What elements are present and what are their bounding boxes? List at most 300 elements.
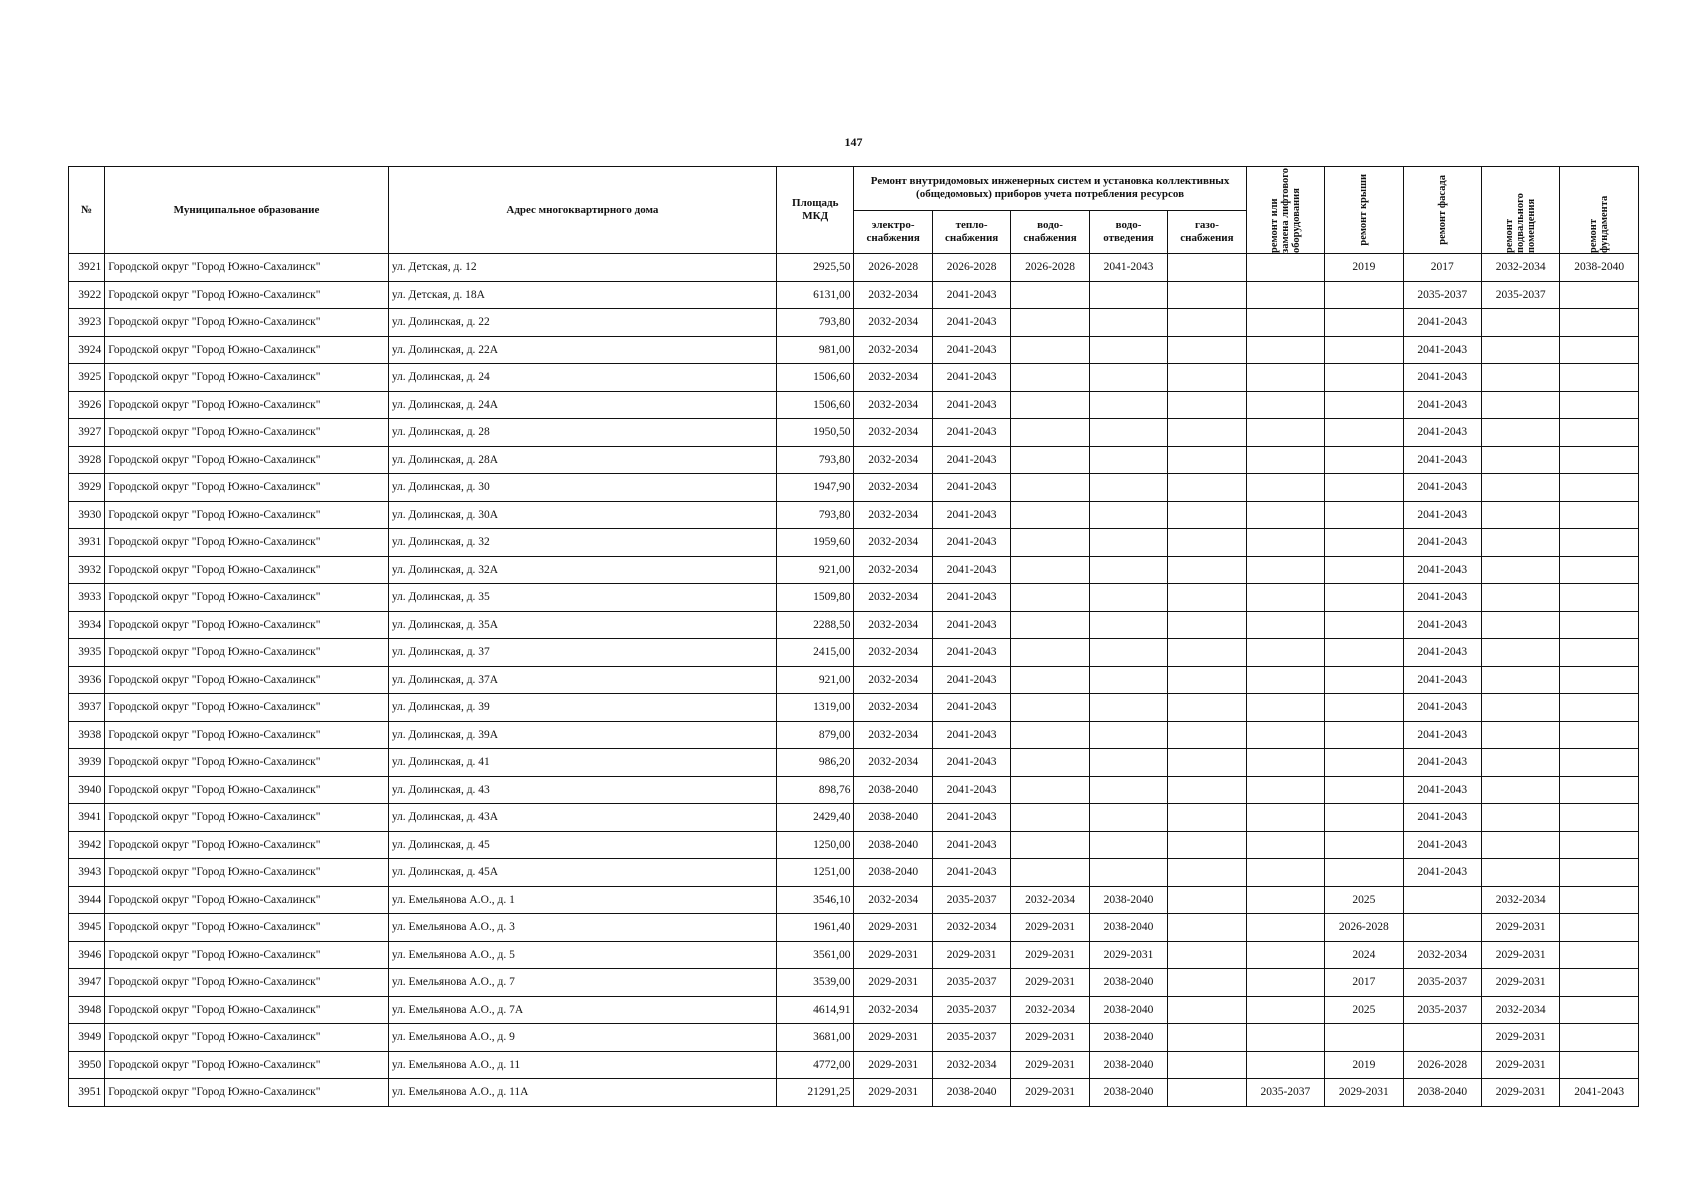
cell-facade xyxy=(1403,886,1481,914)
cell-area: 2288,50 xyxy=(777,611,854,639)
cell-address: ул. Долинская, д. 43А xyxy=(388,804,776,832)
cell-facade: 2041-2043 xyxy=(1403,639,1481,667)
cell-sewerage xyxy=(1089,694,1167,722)
cell-address: ул. Долинская, д. 24А xyxy=(388,391,776,419)
cell-electricity: 2032-2034 xyxy=(854,501,932,529)
cell-area: 1250,00 xyxy=(777,831,854,859)
cell-municipality: Городской округ "Город Южно-Сахалинск" xyxy=(105,419,389,447)
cell-sewerage: 2041-2043 xyxy=(1089,254,1167,282)
cell-number: 3949 xyxy=(69,1024,105,1052)
cell-elevator xyxy=(1246,749,1324,777)
cell-foundation xyxy=(1560,529,1639,557)
cell-sewerage xyxy=(1089,446,1167,474)
header-foundation: ремонт фундамента xyxy=(1560,167,1639,254)
cell-gas xyxy=(1168,1079,1246,1107)
cell-area: 1506,60 xyxy=(777,364,854,392)
cell-address: ул. Долинская, д. 45А xyxy=(388,859,776,887)
cell-area: 21291,25 xyxy=(777,1079,854,1107)
cell-area: 1509,80 xyxy=(777,584,854,612)
cell-foundation xyxy=(1560,831,1639,859)
cell-heat: 2026-2028 xyxy=(932,254,1010,282)
cell-electricity: 2032-2034 xyxy=(854,639,932,667)
cell-basement xyxy=(1481,474,1559,502)
header-address: Адрес многоквартирного дома xyxy=(388,167,776,254)
cell-number: 3947 xyxy=(69,969,105,997)
cell-roof: 2026-2028 xyxy=(1325,914,1403,942)
cell-foundation xyxy=(1560,584,1639,612)
cell-roof xyxy=(1325,859,1403,887)
cell-address: ул. Емельянова А.О., д. 5 xyxy=(388,941,776,969)
cell-foundation xyxy=(1560,364,1639,392)
header-water-supply: водо-снабжения xyxy=(1011,210,1089,254)
cell-municipality: Городской округ "Город Южно-Сахалинск" xyxy=(105,666,389,694)
cell-elevator xyxy=(1246,309,1324,337)
cell-number: 3937 xyxy=(69,694,105,722)
header-heat: тепло-снабжения xyxy=(932,210,1010,254)
cell-number: 3926 xyxy=(69,391,105,419)
cell-basement xyxy=(1481,831,1559,859)
table-row xyxy=(69,1024,1639,1052)
cell-municipality: Городской округ "Город Южно-Сахалинск" xyxy=(105,501,389,529)
cell-facade xyxy=(1403,1024,1481,1052)
cell-area: 2415,00 xyxy=(777,639,854,667)
cell-gas xyxy=(1168,419,1246,447)
cell-number: 3923 xyxy=(69,309,105,337)
cell-heat: 2041-2043 xyxy=(932,584,1010,612)
header-facade: ремонт фасада xyxy=(1403,167,1481,254)
cell-number: 3938 xyxy=(69,721,105,749)
header-basement: ремонт подвального помещения xyxy=(1481,167,1559,254)
cell-area: 1251,00 xyxy=(777,859,854,887)
cell-basement xyxy=(1481,694,1559,722)
cell-water-supply xyxy=(1011,749,1089,777)
cell-address: ул. Долинская, д. 39А xyxy=(388,721,776,749)
cell-heat: 2041-2043 xyxy=(932,309,1010,337)
cell-sewerage: 2038-2040 xyxy=(1089,1079,1167,1107)
cell-municipality: Городской округ "Город Южно-Сахалинск" xyxy=(105,941,389,969)
cell-number: 3922 xyxy=(69,281,105,309)
cell-heat: 2041-2043 xyxy=(932,831,1010,859)
cell-elevator xyxy=(1246,281,1324,309)
cell-roof xyxy=(1325,611,1403,639)
cell-electricity: 2032-2034 xyxy=(854,556,932,584)
cell-municipality: Городской округ "Город Южно-Сахалинск" xyxy=(105,804,389,832)
cell-address: ул. Долинская, д. 39 xyxy=(388,694,776,722)
cell-electricity: 2029-2031 xyxy=(854,969,932,997)
cell-gas xyxy=(1168,941,1246,969)
cell-electricity: 2038-2040 xyxy=(854,831,932,859)
cell-water-supply xyxy=(1011,446,1089,474)
cell-number: 3935 xyxy=(69,639,105,667)
cell-gas xyxy=(1168,391,1246,419)
cell-gas xyxy=(1168,611,1246,639)
cell-elevator xyxy=(1246,529,1324,557)
cell-basement: 2032-2034 xyxy=(1481,886,1559,914)
cell-address: ул. Долинская, д. 28 xyxy=(388,419,776,447)
cell-facade: 2041-2043 xyxy=(1403,391,1481,419)
cell-basement xyxy=(1481,446,1559,474)
cell-number: 3951 xyxy=(69,1079,105,1107)
cell-area: 4772,00 xyxy=(777,1051,854,1079)
cell-facade xyxy=(1403,914,1481,942)
cell-elevator xyxy=(1246,859,1324,887)
cell-municipality: Городской округ "Город Южно-Сахалинск" xyxy=(105,694,389,722)
cell-gas xyxy=(1168,474,1246,502)
cell-heat: 2041-2043 xyxy=(932,501,1010,529)
cell-foundation xyxy=(1560,391,1639,419)
cell-gas xyxy=(1168,364,1246,392)
table-row xyxy=(69,281,1639,309)
cell-gas xyxy=(1168,749,1246,777)
cell-number: 3940 xyxy=(69,776,105,804)
cell-electricity: 2029-2031 xyxy=(854,1051,932,1079)
cell-roof xyxy=(1325,1024,1403,1052)
cell-number: 3932 xyxy=(69,556,105,584)
cell-water-supply xyxy=(1011,639,1089,667)
cell-facade: 2041-2043 xyxy=(1403,584,1481,612)
cell-heat: 2035-2037 xyxy=(932,969,1010,997)
cell-foundation xyxy=(1560,309,1639,337)
cell-basement xyxy=(1481,419,1559,447)
cell-roof xyxy=(1325,749,1403,777)
cell-foundation: 2038-2040 xyxy=(1560,254,1639,282)
cell-gas xyxy=(1168,446,1246,474)
cell-basement: 2029-2031 xyxy=(1481,1079,1559,1107)
cell-gas xyxy=(1168,804,1246,832)
cell-basement: 2029-2031 xyxy=(1481,1024,1559,1052)
cell-electricity: 2026-2028 xyxy=(854,254,932,282)
cell-heat: 2041-2043 xyxy=(932,694,1010,722)
cell-electricity: 2032-2034 xyxy=(854,749,932,777)
cell-sewerage xyxy=(1089,666,1167,694)
cell-elevator xyxy=(1246,776,1324,804)
cell-foundation xyxy=(1560,941,1639,969)
cell-gas xyxy=(1168,776,1246,804)
cell-number: 3921 xyxy=(69,254,105,282)
cell-facade: 2041-2043 xyxy=(1403,501,1481,529)
cell-roof xyxy=(1325,584,1403,612)
cell-roof xyxy=(1325,804,1403,832)
cell-gas xyxy=(1168,831,1246,859)
cell-roof: 2017 xyxy=(1325,969,1403,997)
cell-elevator xyxy=(1246,364,1324,392)
cell-address: ул. Долинская, д. 28А xyxy=(388,446,776,474)
cell-heat: 2035-2037 xyxy=(932,886,1010,914)
cell-area: 986,20 xyxy=(777,749,854,777)
cell-facade: 2041-2043 xyxy=(1403,474,1481,502)
cell-gas xyxy=(1168,666,1246,694)
header-sewerage: водо-отведения xyxy=(1089,210,1167,254)
cell-heat: 2032-2034 xyxy=(932,914,1010,942)
cell-elevator xyxy=(1246,721,1324,749)
table-row xyxy=(69,694,1639,722)
cell-area: 3681,00 xyxy=(777,1024,854,1052)
cell-sewerage xyxy=(1089,639,1167,667)
cell-number: 3929 xyxy=(69,474,105,502)
cell-address: ул. Емельянова А.О., д. 3 xyxy=(388,914,776,942)
cell-municipality: Городской округ "Город Южно-Сахалинск" xyxy=(105,886,389,914)
cell-facade: 2041-2043 xyxy=(1403,309,1481,337)
cell-number: 3944 xyxy=(69,886,105,914)
cell-number: 3948 xyxy=(69,996,105,1024)
table-row xyxy=(69,639,1639,667)
cell-elevator xyxy=(1246,886,1324,914)
cell-electricity: 2032-2034 xyxy=(854,996,932,1024)
cell-facade: 2038-2040 xyxy=(1403,1079,1481,1107)
cell-water-supply xyxy=(1011,859,1089,887)
cell-sewerage xyxy=(1089,419,1167,447)
cell-elevator xyxy=(1246,666,1324,694)
cell-municipality: Городской округ "Город Южно-Сахалинск" xyxy=(105,529,389,557)
cell-roof xyxy=(1325,666,1403,694)
cell-gas xyxy=(1168,281,1246,309)
table-row xyxy=(69,364,1639,392)
cell-elevator xyxy=(1246,446,1324,474)
cell-foundation xyxy=(1560,969,1639,997)
cell-address: ул. Долинская, д. 32А xyxy=(388,556,776,584)
table-row xyxy=(69,969,1639,997)
cell-basement xyxy=(1481,666,1559,694)
cell-foundation xyxy=(1560,281,1639,309)
cell-elevator xyxy=(1246,611,1324,639)
cell-water-supply: 2029-2031 xyxy=(1011,1079,1089,1107)
cell-area: 6131,00 xyxy=(777,281,854,309)
cell-roof xyxy=(1325,721,1403,749)
cell-number: 3927 xyxy=(69,419,105,447)
cell-municipality: Городской округ "Город Южно-Сахалинск" xyxy=(105,391,389,419)
cell-number: 3942 xyxy=(69,831,105,859)
cell-roof xyxy=(1325,309,1403,337)
cell-facade: 2041-2043 xyxy=(1403,556,1481,584)
cell-gas xyxy=(1168,336,1246,364)
cell-address: ул. Долинская, д. 45 xyxy=(388,831,776,859)
cell-number: 3928 xyxy=(69,446,105,474)
cell-sewerage: 2038-2040 xyxy=(1089,996,1167,1024)
cell-gas xyxy=(1168,969,1246,997)
cell-number: 3946 xyxy=(69,941,105,969)
cell-heat: 2038-2040 xyxy=(932,1079,1010,1107)
cell-roof xyxy=(1325,474,1403,502)
table-row xyxy=(69,309,1639,337)
cell-sewerage xyxy=(1089,721,1167,749)
cell-basement xyxy=(1481,501,1559,529)
cell-area: 898,76 xyxy=(777,776,854,804)
cell-municipality: Городской округ "Город Южно-Сахалинск" xyxy=(105,309,389,337)
header-area: Площадь МКД xyxy=(777,167,854,254)
cell-area: 4614,91 xyxy=(777,996,854,1024)
cell-water-supply: 2029-2031 xyxy=(1011,1024,1089,1052)
cell-municipality: Городской округ "Город Южно-Сахалинск" xyxy=(105,446,389,474)
cell-elevator xyxy=(1246,969,1324,997)
table-row xyxy=(69,914,1639,942)
cell-elevator xyxy=(1246,336,1324,364)
table-row xyxy=(69,336,1639,364)
cell-water-supply xyxy=(1011,529,1089,557)
table-row xyxy=(69,1079,1639,1107)
cell-sewerage: 2038-2040 xyxy=(1089,1051,1167,1079)
cell-area: 1959,60 xyxy=(777,529,854,557)
cell-water-supply xyxy=(1011,281,1089,309)
table-row xyxy=(69,556,1639,584)
cell-basement: 2029-2031 xyxy=(1481,941,1559,969)
cell-facade: 2041-2043 xyxy=(1403,419,1481,447)
cell-foundation xyxy=(1560,749,1639,777)
cell-electricity: 2032-2034 xyxy=(854,281,932,309)
cell-gas xyxy=(1168,1051,1246,1079)
cell-foundation xyxy=(1560,804,1639,832)
cell-roof xyxy=(1325,281,1403,309)
cell-water-supply: 2029-2031 xyxy=(1011,969,1089,997)
page-number: 147 xyxy=(844,135,863,149)
cell-number: 3934 xyxy=(69,611,105,639)
cell-foundation xyxy=(1560,336,1639,364)
cell-sewerage xyxy=(1089,776,1167,804)
cell-elevator xyxy=(1246,694,1324,722)
table-row xyxy=(69,666,1639,694)
cell-electricity: 2032-2034 xyxy=(854,721,932,749)
cell-elevator xyxy=(1246,584,1324,612)
cell-foundation xyxy=(1560,501,1639,529)
cell-electricity: 2038-2040 xyxy=(854,776,932,804)
cell-water-supply xyxy=(1011,309,1089,337)
cell-electricity: 2038-2040 xyxy=(854,804,932,832)
cell-basement: 2029-2031 xyxy=(1481,914,1559,942)
cell-municipality: Городской округ "Город Южно-Сахалинск" xyxy=(105,364,389,392)
cell-address: ул. Детская, д. 12 xyxy=(388,254,776,282)
cell-municipality: Городской округ "Город Южно-Сахалинск" xyxy=(105,556,389,584)
cell-number: 3939 xyxy=(69,749,105,777)
cell-electricity: 2032-2034 xyxy=(854,529,932,557)
cell-water-supply xyxy=(1011,474,1089,502)
cell-facade: 2041-2043 xyxy=(1403,336,1481,364)
cell-roof: 2024 xyxy=(1325,941,1403,969)
cell-electricity: 2032-2034 xyxy=(854,584,932,612)
cell-heat: 2041-2043 xyxy=(932,556,1010,584)
table-body xyxy=(69,254,1639,1107)
cell-heat: 2041-2043 xyxy=(932,804,1010,832)
cell-gas xyxy=(1168,914,1246,942)
cell-foundation xyxy=(1560,996,1639,1024)
cell-number: 3930 xyxy=(69,501,105,529)
cell-facade: 2035-2037 xyxy=(1403,969,1481,997)
cell-heat: 2041-2043 xyxy=(932,446,1010,474)
table-row xyxy=(69,584,1639,612)
cell-roof xyxy=(1325,529,1403,557)
cell-water-supply xyxy=(1011,364,1089,392)
cell-foundation xyxy=(1560,886,1639,914)
cell-elevator xyxy=(1246,419,1324,447)
cell-basement xyxy=(1481,776,1559,804)
cell-gas xyxy=(1168,859,1246,887)
cell-electricity: 2032-2034 xyxy=(854,611,932,639)
cell-municipality: Городской округ "Город Южно-Сахалинск" xyxy=(105,831,389,859)
cell-sewerage xyxy=(1089,804,1167,832)
cell-area: 3539,00 xyxy=(777,969,854,997)
cell-address: ул. Долинская, д. 22А xyxy=(388,336,776,364)
table-row xyxy=(69,419,1639,447)
cell-municipality: Городской округ "Город Южно-Сахалинск" xyxy=(105,776,389,804)
cell-facade: 2041-2043 xyxy=(1403,859,1481,887)
cell-heat: 2041-2043 xyxy=(932,776,1010,804)
cell-elevator xyxy=(1246,639,1324,667)
table-row xyxy=(69,721,1639,749)
cell-basement xyxy=(1481,309,1559,337)
cell-municipality: Городской округ "Город Южно-Сахалинск" xyxy=(105,639,389,667)
cell-address: ул. Детская, д. 18А xyxy=(388,281,776,309)
cell-address: ул. Долинская, д. 30 xyxy=(388,474,776,502)
cell-water-supply xyxy=(1011,391,1089,419)
cell-gas xyxy=(1168,584,1246,612)
cell-area: 3546,10 xyxy=(777,886,854,914)
cell-municipality: Городской округ "Город Южно-Сахалинск" xyxy=(105,1024,389,1052)
cell-sewerage xyxy=(1089,391,1167,419)
cell-roof: 2025 xyxy=(1325,996,1403,1024)
cell-foundation xyxy=(1560,694,1639,722)
cell-municipality: Городской округ "Город Южно-Сахалинск" xyxy=(105,281,389,309)
cell-area: 2925,50 xyxy=(777,254,854,282)
cell-elevator xyxy=(1246,391,1324,419)
cell-heat: 2035-2037 xyxy=(932,996,1010,1024)
cell-address: ул. Долинская, д. 41 xyxy=(388,749,776,777)
cell-basement xyxy=(1481,584,1559,612)
cell-foundation xyxy=(1560,611,1639,639)
header-gas: газо-снабжения xyxy=(1168,210,1246,254)
cell-roof xyxy=(1325,364,1403,392)
cell-sewerage xyxy=(1089,749,1167,777)
cell-gas xyxy=(1168,1024,1246,1052)
cell-sewerage xyxy=(1089,556,1167,584)
cell-number: 3945 xyxy=(69,914,105,942)
table-row xyxy=(69,996,1639,1024)
cell-sewerage: 2029-2031 xyxy=(1089,941,1167,969)
cell-water-supply xyxy=(1011,831,1089,859)
cell-heat: 2041-2043 xyxy=(932,529,1010,557)
cell-electricity: 2032-2034 xyxy=(854,666,932,694)
table-row xyxy=(69,611,1639,639)
cell-sewerage xyxy=(1089,584,1167,612)
cell-area: 921,00 xyxy=(777,556,854,584)
cell-area: 1961,40 xyxy=(777,914,854,942)
cell-water-supply xyxy=(1011,694,1089,722)
cell-address: ул. Емельянова А.О., д. 9 xyxy=(388,1024,776,1052)
cell-foundation xyxy=(1560,776,1639,804)
cell-elevator xyxy=(1246,556,1324,584)
cell-foundation xyxy=(1560,859,1639,887)
cell-electricity: 2038-2040 xyxy=(854,859,932,887)
cell-water-supply xyxy=(1011,419,1089,447)
cell-electricity: 2029-2031 xyxy=(854,1024,932,1052)
cell-municipality: Городской округ "Город Южно-Сахалинск" xyxy=(105,996,389,1024)
cell-facade: 2032-2034 xyxy=(1403,941,1481,969)
header-electricity: электро-снабжения xyxy=(854,210,932,254)
cell-electricity: 2032-2034 xyxy=(854,694,932,722)
table-row xyxy=(69,391,1639,419)
cell-gas xyxy=(1168,556,1246,584)
cell-elevator xyxy=(1246,1051,1324,1079)
cell-water-supply xyxy=(1011,584,1089,612)
cell-water-supply: 2029-2031 xyxy=(1011,941,1089,969)
cell-heat: 2032-2034 xyxy=(932,1051,1010,1079)
cell-heat: 2041-2043 xyxy=(932,391,1010,419)
cell-water-supply: 2029-2031 xyxy=(1011,914,1089,942)
cell-basement xyxy=(1481,749,1559,777)
cell-electricity: 2032-2034 xyxy=(854,391,932,419)
cell-municipality: Городской округ "Город Южно-Сахалинск" xyxy=(105,859,389,887)
table-row xyxy=(69,474,1639,502)
cell-elevator xyxy=(1246,804,1324,832)
cell-facade: 2041-2043 xyxy=(1403,831,1481,859)
cell-facade: 2041-2043 xyxy=(1403,749,1481,777)
